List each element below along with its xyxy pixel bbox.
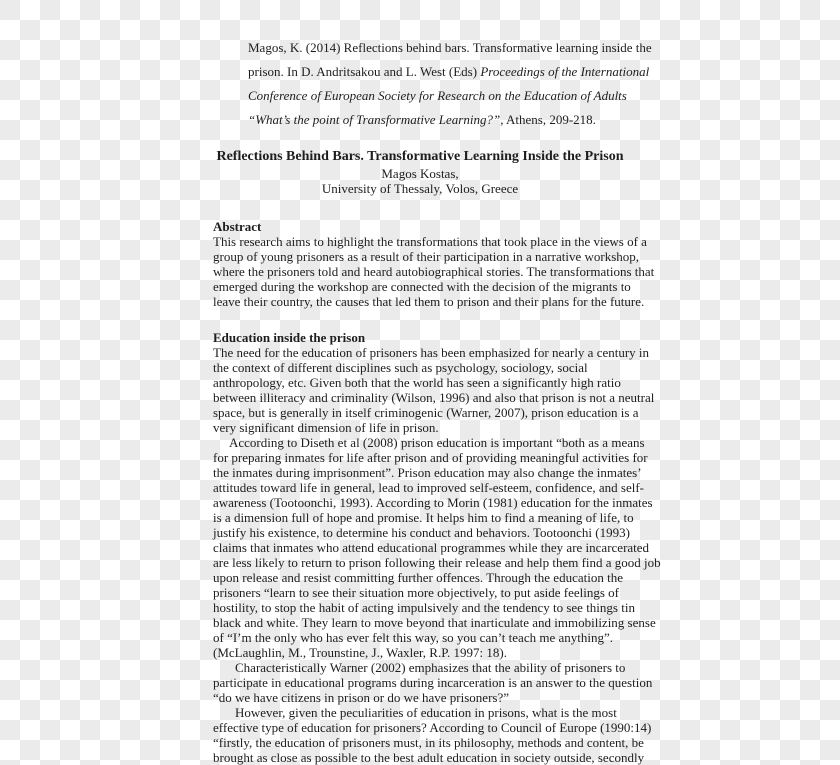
text-line: claims that inmates who attend educational programmes while they are incarcerated: [213, 540, 650, 555]
section-paragraph-3: [213, 660, 653, 705]
text-line: emerged during the workshop are connected with the decision of the migrants to: [213, 279, 631, 294]
text-line: Characteristically Warner (2002) emphasizes that the ability of prisoners to: [235, 660, 626, 675]
text-line: The need for the education of prisoners has been emphasized for nearly a century in: [213, 345, 650, 360]
citation-line-4: “What’s the point of Transformative Learning?”, Athens, 209-218.: [248, 112, 596, 127]
text-line: the context of different disciplines such as psychology, sociology, social: [213, 360, 588, 375]
text-line: between illiteracy and criminality (Wilson, 1996) and also that prison is not a neutral: [213, 390, 655, 405]
text-line: space, but is generally in itself criminogenic (Warner, 2007), prison education is a: [213, 405, 639, 420]
text-line: the inmates during imprisonment”. Prison education may also change the inmates’: [213, 465, 642, 480]
text-line: effective type of education for prisoners? According to Council of Europe (1990:14): [213, 720, 652, 735]
text-line: participate in educational programs during incarceration is an answer to the question: [213, 675, 653, 690]
text-line: is a dimension full of hope and promise. It helps him to find a meaning of life, to: [213, 510, 634, 525]
text-line: attitudes toward life in general, lead to improved self-esteem, confidence, and self-: [213, 480, 644, 495]
text-line: brought as close as possible to the best adult education in society outside, secondly: [213, 750, 645, 765]
text-line: hostility, to stop the habit of acting impulsively and the tendency to see things tin: [213, 600, 635, 615]
paper-title: Reflections Behind Bars. Transformative Learning Inside the Prison: [216, 149, 624, 164]
text-line: black and white. They learn to move beyond that inarticulate and immobilizing sense: [213, 615, 656, 630]
proceedings-title: Proceedings of the International: [480, 64, 650, 79]
text-line: of “I’m the only who has ever felt this way, so you can’t teach me anything”.: [213, 630, 613, 645]
text-line: prisoners “learn to see their situation more objectively, to put aside feelings of: [213, 585, 620, 600]
text-line: leave their country, the causes that led them to prison and their plans for the future.: [213, 294, 645, 309]
author-name: Magos Kostas,: [381, 166, 459, 181]
text-line: However, given the peculiarities of education in prisons, what is the most: [235, 705, 617, 720]
text-line: anthropology, etc. Given both that the world has seen a significantly high ratio: [213, 375, 621, 390]
text-line: group of young prisoners as a result of their participation in a narrative workshop,: [213, 249, 639, 264]
text-line: This research aims to highlight the transformations that took place in the views of a: [213, 234, 647, 249]
text-line: “do we have citizens in prison or do we have prisoners?”: [213, 690, 510, 705]
text-line: justify his existence, to determine his conduct and behaviors. Tootoonchi (1993): [213, 525, 630, 540]
citation-line-3: Conference of European Society for Research on the Education of Adults: [248, 88, 627, 103]
text-line: “firstly, the education of prisoners must, in its philosophy, methods and content, be: [213, 735, 644, 750]
section-heading: Education inside the prison: [213, 330, 366, 345]
section-paragraph-2: [213, 435, 661, 660]
citation-line-1: Magos, K. (2014) Reflections behind bars. Transformative learning inside the: [248, 40, 652, 55]
abstract-paragraph: [213, 234, 655, 309]
text-line: awareness (Tootoonchi, 1993). According to Morin (1981) education for the inmates: [213, 495, 653, 510]
citation-line-2: prison. In D. Andritsakou and L. West (Eds) Proceedings of the International: [248, 64, 650, 79]
title-block: [200, 148, 640, 196]
text-line: are less likely to return to prison following their release and help them find a good job: [213, 555, 661, 570]
text-line: According to Diseth et al (2008) prison education is important “both as a means: [229, 435, 645, 450]
section-paragraph-4: [213, 705, 652, 765]
citation-reference: [248, 36, 652, 132]
text-line: where the prisoners told and heard autobiographical stories. The transformations that: [213, 264, 655, 279]
document-body: [213, 219, 661, 765]
text-line: for preparing inmates for life after prison and of providing meaningful activities for: [213, 450, 648, 465]
author-affiliation: University of Thessaly, Volos, Greece: [321, 181, 519, 196]
text-line: upon release and resist committing further offences. Through the education the: [213, 570, 623, 585]
text-line: (McLaughlin, M., Trounstine, J., Waxler, R.P. 1997: 18).: [213, 645, 507, 660]
text-line: very significant dimension of life in prison.: [213, 420, 439, 435]
section-paragraph-1: [213, 345, 655, 435]
abstract-heading: Abstract: [213, 219, 262, 234]
